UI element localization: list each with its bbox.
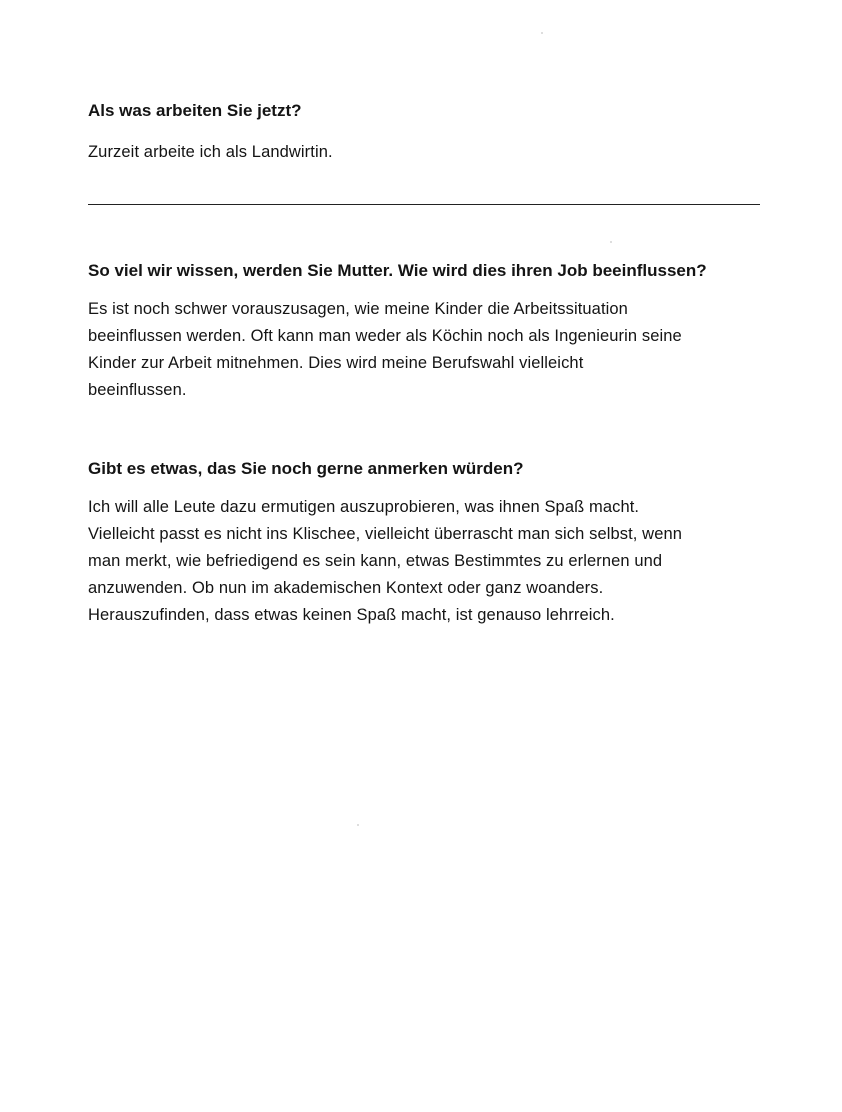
answer-line: Kinder zur Arbeit mitnehmen. Dies wird meine Berufswahl vielleicht: [88, 354, 584, 372]
answer-line: beeinflussen werden. Oft kann man weder als Köchin noch als Ingenieurin seine: [88, 327, 682, 345]
question-current-job: Als was arbeiten Sie jetzt?: [88, 101, 302, 120]
scan-speck: [541, 32, 543, 34]
horizontal-divider: [88, 204, 760, 205]
answer-line: Ich will alle Leute dazu ermutigen auszuprobieren, was ihnen Spaß macht.: [88, 498, 640, 516]
question-remarks: Gibt es etwas, das Sie noch gerne anmerken würden?: [88, 459, 524, 478]
answer-line: Zurzeit arbeite ich als Landwirtin.: [88, 143, 333, 161]
answer-line: beeinflussen.: [88, 381, 187, 399]
answer-line: man merkt, wie befriedigend es sein kann, etwas Bestimmtes zu erlernen und: [88, 552, 663, 570]
answer-line: Es ist noch schwer vorauszusagen, wie meine Kinder die Arbeitssituation: [88, 300, 628, 318]
answer-line: Herauszufinden, dass etwas keinen Spaß macht, ist genauso lehrreich.: [88, 606, 615, 624]
scan-speck: [357, 824, 359, 826]
scan-speck: [610, 241, 612, 243]
answer-current-job: [88, 139, 333, 166]
question-motherhood: So viel wir wissen, werden Sie Mutter. Wie wird dies ihren Job beeinflussen?: [88, 261, 707, 280]
answer-line: anzuwenden. Ob nun im akademischen Kontext oder ganz woanders.: [88, 579, 604, 597]
answer-motherhood: [88, 296, 682, 404]
answer-remarks: [88, 494, 682, 629]
answer-line: Vielleicht passt es nicht ins Klischee, vielleicht überrascht man sich selbst, wenn: [88, 525, 683, 543]
